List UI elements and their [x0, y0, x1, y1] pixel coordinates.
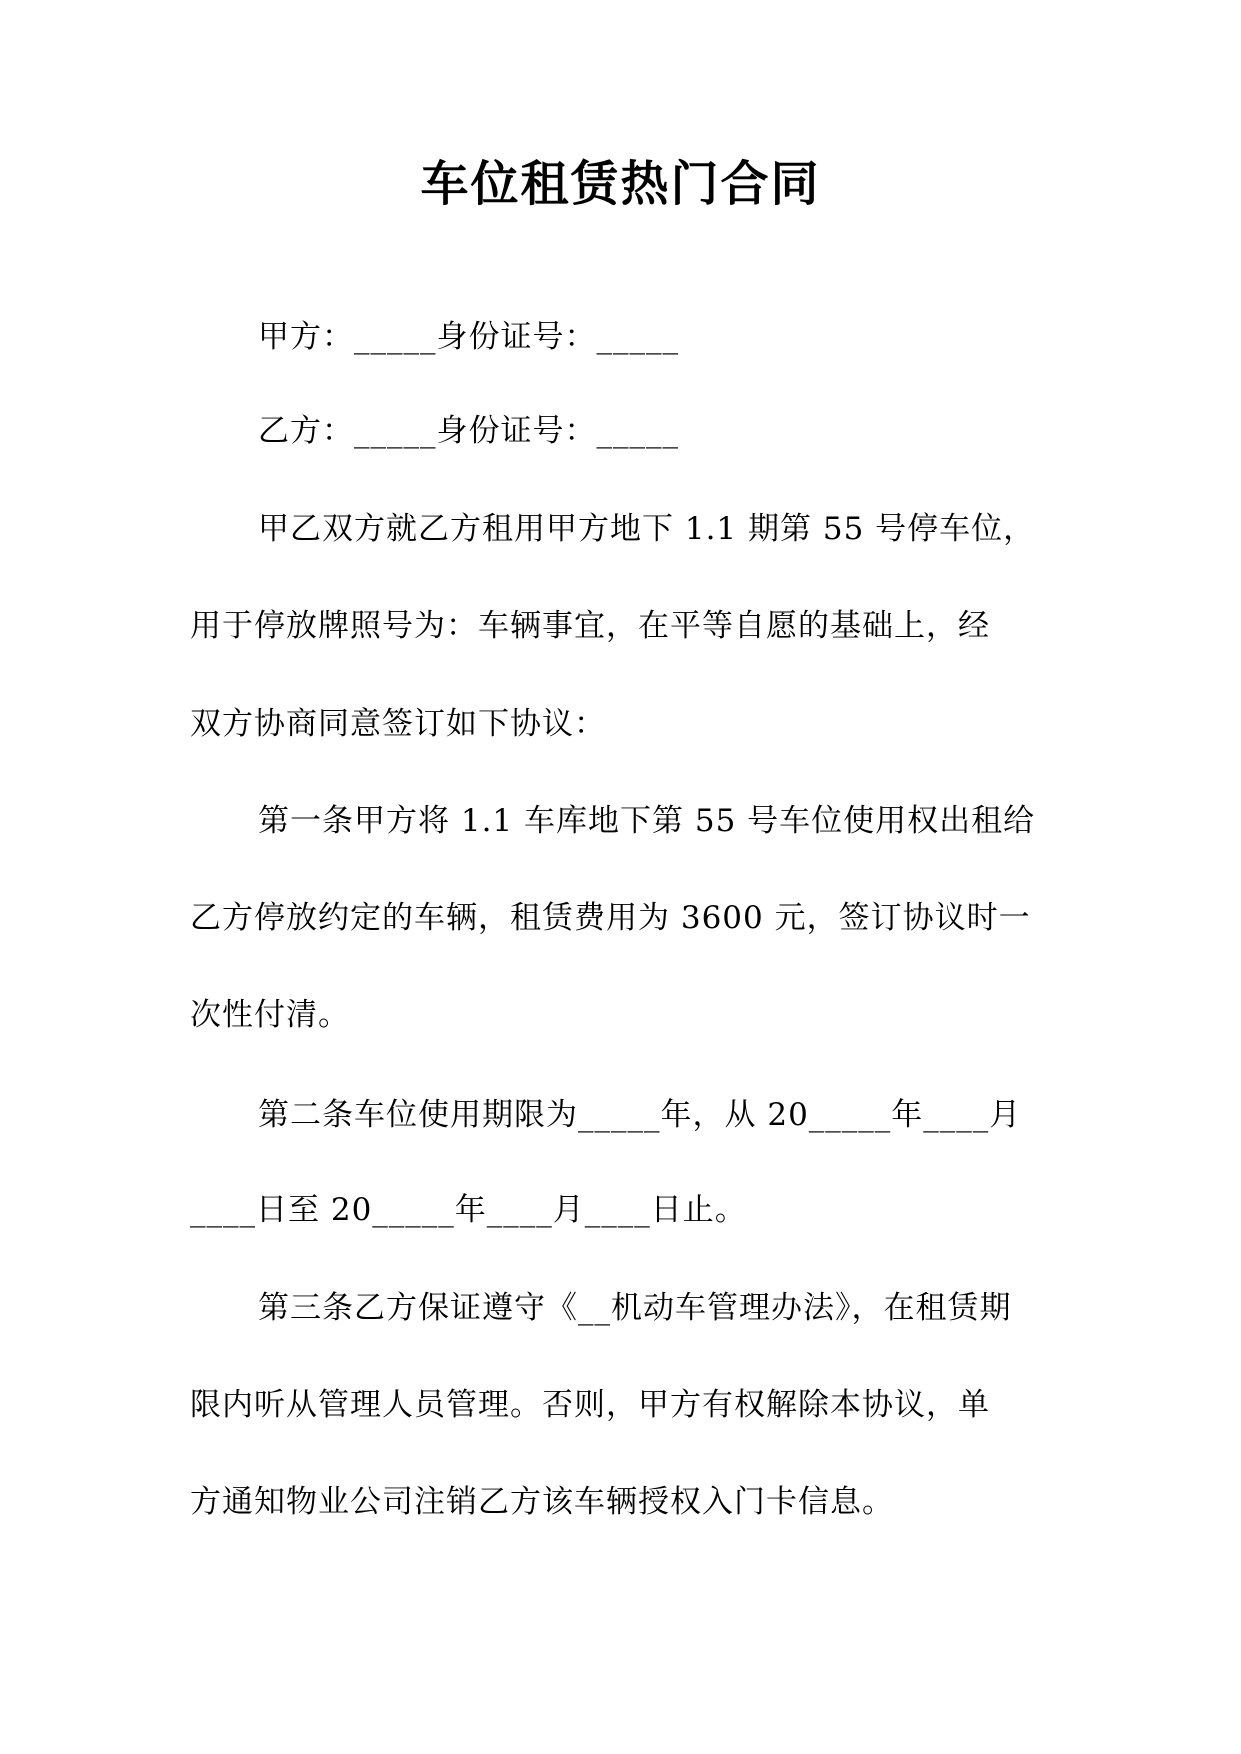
article-2-line-2: ____日至 20_____年____月____日止。 — [190, 1192, 747, 1228]
article-3-line-1: 第三条乙方保证遵守《__机动车管理办法》，在租赁期 — [258, 1290, 1012, 1326]
party-b-line: 乙方：_____身份证号：_____ — [258, 413, 679, 449]
article-3-line-3: 方通知物业公司注销乙方该车辆授权入门卡信息。 — [190, 1484, 894, 1520]
intro-paragraph-line-1: 甲乙双方就乙方租用甲方地下 1.1 期第 55 号停车位， — [258, 511, 1036, 547]
article-1-line-3: 次性付清。 — [190, 997, 350, 1033]
article-3-line-2: 限内听从管理人员管理。否则，甲方有权解除本协议，单 — [190, 1387, 990, 1423]
party-a-line: 甲方：_____身份证号：_____ — [258, 319, 679, 355]
article-1-line-1: 第一条甲方将 1.1 车库地下第 55 号车位使用权出租给 — [258, 803, 1036, 839]
intro-paragraph-line-3: 双方协商同意签订如下协议： — [190, 706, 606, 742]
document-title: 车位租赁热门合同 — [420, 156, 821, 212]
article-2-line-1: 第二条车位使用期限为_____年，从 20_____年____月 — [258, 1097, 1022, 1133]
article-1-line-2: 乙方停放约定的车辆，租赁费用为 3600 元，签订协议时一 — [190, 900, 1031, 936]
intro-paragraph-line-2: 用于停放牌照号为：车辆事宜，在平等自愿的基础上，经 — [190, 608, 990, 644]
